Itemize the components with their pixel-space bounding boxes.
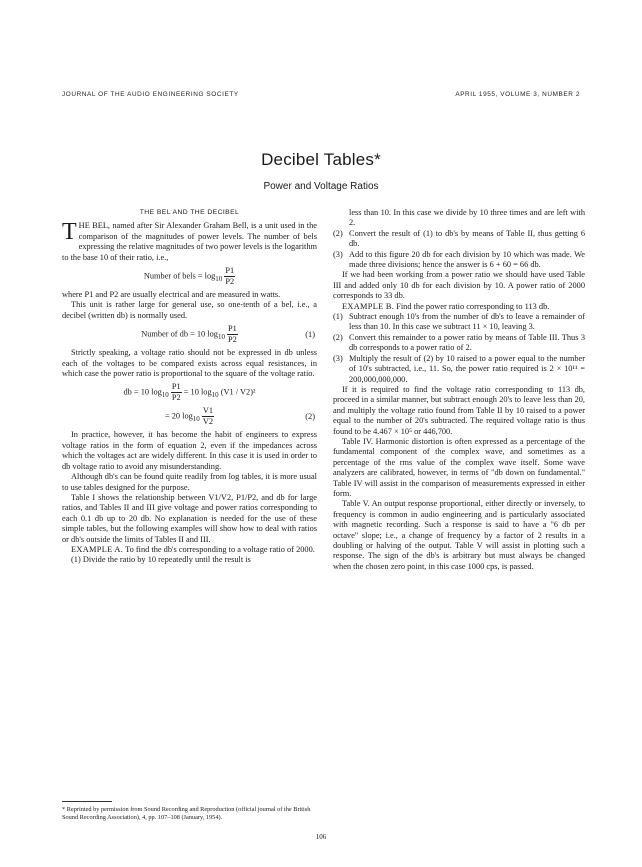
paragraph-example-a [62,545,317,555]
paragraph-decibel: This unit is rather large for general use, so one-tenth of a bel, i.e., a decibel (written db) is normally used. [62,300,317,320]
item-label: (1) [333,312,343,322]
example-a-text: To find the db's corresponding to a voltage ratio of 2000. [123,544,315,554]
paragraph-logtables: Although db's can be found quite readily from log tables, it is more usual to use tables designed for the purpose. [62,472,317,492]
intro-text: HE BEL, named after Sir Alexander Graham Bell, is a unit used in the comparison of the magnitudes of power levels. The number of bels expressing the relative magnitudes of two power levels is the logarithm to the base 10 of their ratio, i.e., [62,221,317,262]
equation-1 [62,324,317,345]
article-subtitle: Power and Voltage Ratios [263,181,379,192]
issue-info: APRIL 1955, VOLUME 3, NUMBER 2 [455,91,580,98]
equation-number-2: (2) [305,411,315,421]
eq3a-sub: 10 [161,391,169,400]
eq3a-paren: (V1 / V2)² [220,387,256,397]
paragraph-voltage-113: If it is required to find the voltage ratio corresponding to 113 db, proceed in a similar manner, but subtract enough 20's to leave less than 20, and multiply the voltage ratio found from Table II by 10 raised to a power equal to the number of 20's subtracted. The required voltage ratio is thus found to be 4.467 × 10⁵ or 446,700. [333,384,585,436]
item-text: Subtract enough 10's from the number of db's to leave a remainder of less than 10. In this case we subtract 11 × 10, leaving 3. [349,312,585,332]
eq2-den: P2 [228,335,237,345]
paragraph-table-v: Table V. An output response proportional, either directly or inversely, to frequency is common in audio engineering and is particularly associated with magnetic recording. Such a response is said to have a "6 db per octave" slope; i.e., a change of frequency by a factor of 2 results in a doubling or halving of the output. Table V will assist in plotting such a response. The sign of the db's is arbitrary but must always be changed when the chosen zero point, in this case 1000 cps, is passed. [333,499,585,571]
example-a-steps [333,229,585,271]
journal-name: JOURNAL OF THE AUDIO ENGINEERING SOCIETY [62,91,239,98]
item-label: (3) [333,249,343,259]
eq3b-num: V1 [202,406,214,416]
paragraph-where: where P1 and P2 are usually electrical and are measured in watts. [62,290,281,300]
running-head [62,91,580,98]
eq3a-den: P2 [171,393,181,403]
left-column [62,208,317,566]
item-text: Multiply the result of (2) by 10 raised to a power equal to the number of 10's subtracted, i.e., 11. So, the power ratio required is 2 × 10¹¹ = 200,000,000,000. [349,353,585,384]
footnote: * Reprinted by permission from Sound Recording and Reproduction (official journal of the British Sound Recording Association), 4, pp. 107–108 (January, 1954). [62,806,311,821]
equation-number-1: (1) [305,329,315,339]
eq3b-sub: 10 [192,415,200,424]
eq3b-fraction [202,406,214,427]
example-a-label: EXAMPLE A. [71,544,124,554]
item-text: Convert this remainder to a power ratio by means of Table III. Thus 3 db corresponds to a power ratio of 2. [349,332,585,353]
example-b-text: Find the power ratio corresponding to 113 db. [394,301,550,311]
paragraph-table-i: Table I shows the relationship between V1/V2, P1/P2, and db for large ratios, and Tables II and III give voltage and power ratios corresponding to each 0.1 db up to 20 db. No explanation is needed for the use of these simple tables, but the following examples will show how to deal with ratios or db's outside the limits of Tables II and III. [62,492,317,544]
equation-2a [62,382,317,403]
paragraph-strictly: Strictly speaking, a voltage ratio should not be expressed in db unless each of the voltages to be compared exists across equal resistances, in which case the power ratio is proportional to the square of the voltage ratio. [62,348,317,379]
paragraph-example-b [333,302,585,312]
eq1-num: P1 [225,266,235,276]
paragraph-continued: less than 10. In this case we divide by 10 three times and are left with 2. [349,208,585,228]
eq1-sub: 10 [215,275,223,284]
equation-2b [62,406,317,427]
item-label: (2) [333,332,343,342]
eq3a-mid: = 10 log [183,387,212,397]
right-column [333,208,585,572]
intro-paragraph [62,221,317,263]
equation-bels [62,266,317,287]
eq2-sub: 10 [217,333,225,342]
paragraph-step-1: (1) Divide the ratio by 10 repeatedly until the result is [71,555,251,565]
eq1-fraction [224,266,235,287]
paragraph-power-ratio: If we had been working from a power ratio we should have used Table III and added only 10 db for each division by 10. A power ratio of 2000 corresponds to 33 db. [333,270,585,301]
eq2-fraction [227,324,238,345]
list-item [333,250,585,271]
footnote-rule [62,801,112,802]
drop-cap: T [62,219,77,246]
example-b-steps [333,312,585,385]
paragraph-practice: In practice, however, it has become the habit of engineers to express voltage ratios in the form of equation 2, even if the impedances across which the voltages act are widely different. In this case it is used in order to db voltage ratio to avoid any misunderstanding. [62,430,317,471]
article-title: Decibel Tables* [261,150,381,169]
eq3b-lhs: = 20 log [164,411,193,421]
list-item [333,354,585,385]
item-text: Convert the result of (1) to db's by means of Table II, thus getting 6 db. [349,228,585,249]
page-number: 106 [315,833,327,841]
item-label: (3) [333,353,343,363]
example-b-label: EXAMPLE B. [342,301,395,311]
eq3a-lhs: db = 10 log [123,387,162,397]
section-heading: THE BEL AND THE DECIBEL [139,209,240,216]
item-label: (2) [333,228,343,238]
paragraph-table-iv: Table IV. Harmonic distortion is often expressed as a percentage of the fundamental component of the complex wave, and sometimes as a percentage of the rms value of the complex wave itself. Some wave analyzers are calibrated, however, in terms of "db down on fundamental." Table IV will assist in the comparison of measurements expressed in either form. [333,436,585,498]
list-item [333,312,585,333]
list-item [333,229,585,250]
eq1-den: P2 [225,277,235,287]
eq2-num: P1 [228,324,237,334]
item-text: Add to this figure 20 db for each division by 10 which was made. We made three divisions; hence the answer is 6 + 60 = 66 db. [349,249,585,270]
eq3a-fraction [171,382,182,403]
eq3a-sub2: 10 [211,391,219,400]
eq2-lhs: Number of db = 10 log [141,329,218,339]
eq1-lhs: Number of bels = log [143,271,216,281]
eq3b-den: V2 [202,417,214,427]
list-item [333,333,585,354]
eq3a-num: P1 [171,382,181,392]
